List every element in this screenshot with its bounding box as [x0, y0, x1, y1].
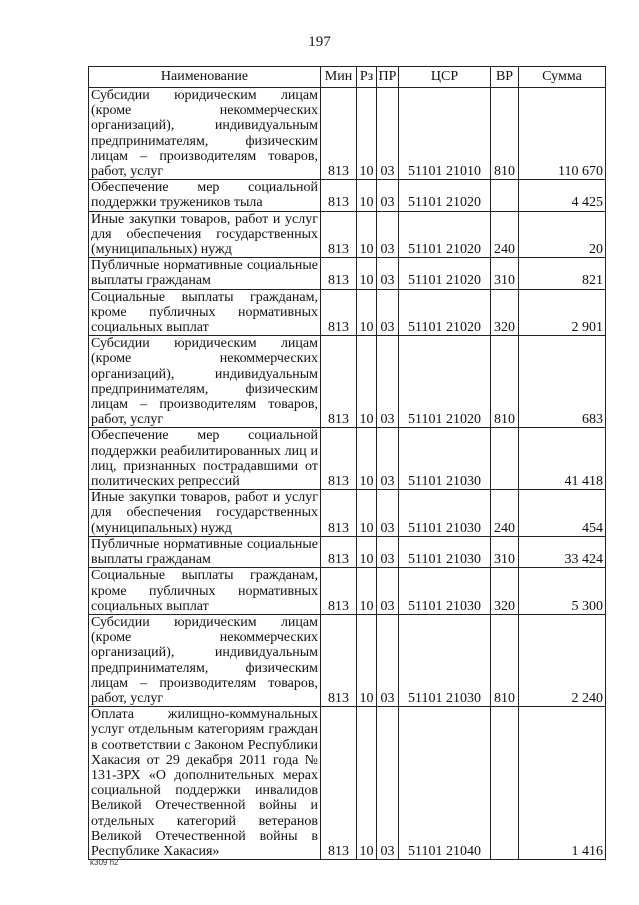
- row-vr: 810: [491, 614, 519, 706]
- row-pr: 03: [377, 258, 399, 289]
- row-vr: 240: [491, 211, 519, 258]
- row-sum: 821: [519, 258, 606, 289]
- row-sum: 110 670: [519, 88, 606, 180]
- table-row: [89, 428, 606, 490]
- row-rz: 10: [357, 180, 377, 211]
- table-row: [89, 536, 606, 567]
- row-csr: 51101 21020: [399, 289, 491, 336]
- row-name: Субсидии юридическим лицам (кроме некоммерческих организаций), индивидуальным предпринимателям, физическим лицам – производителям товаров, работ, услуг: [89, 614, 321, 706]
- row-name: Иные закупки товаров, работ и услуг для обеспечения государственных (муниципальных) нужд: [89, 490, 321, 537]
- row-name: Субсидии юридическим лицам (кроме некоммерческих организаций), индивидуальным предпринимателям, физическим лицам – производителям товаров, работ, услуг: [89, 336, 321, 428]
- row-vr: [491, 707, 519, 860]
- table-row: [89, 707, 606, 860]
- table-row: [89, 88, 606, 180]
- table-row: [89, 258, 606, 289]
- header-sum: Сумма: [519, 67, 606, 88]
- row-csr: 51101 21020: [399, 258, 491, 289]
- row-min: 813: [321, 88, 357, 180]
- row-vr: 310: [491, 536, 519, 567]
- row-sum: 5 300: [519, 568, 606, 615]
- row-name: Публичные нормативные социальные выплаты гражданам: [89, 258, 321, 289]
- table-row: [89, 336, 606, 428]
- row-pr: 03: [377, 428, 399, 490]
- row-name: Обеспечение мер социальной поддержки реабилитированных лиц и лиц, признанных пострадавшими от политических репрессий: [89, 428, 321, 490]
- row-csr: 51101 21040: [399, 707, 491, 860]
- header-vr: ВР: [491, 67, 519, 88]
- row-rz: 10: [357, 490, 377, 537]
- row-name: Социальные выплаты гражданам, кроме публичных нормативных социальных выплат: [89, 568, 321, 615]
- row-pr: 03: [377, 211, 399, 258]
- row-min: 813: [321, 490, 357, 537]
- row-pr: 03: [377, 536, 399, 567]
- row-sum: 683: [519, 336, 606, 428]
- row-pr: 03: [377, 88, 399, 180]
- row-min: 813: [321, 536, 357, 567]
- row-name: Социальные выплаты гражданам, кроме публичных нормативных социальных выплат: [89, 289, 321, 336]
- row-csr: 51101 21030: [399, 428, 491, 490]
- row-name: Обеспечение мер социальной поддержки тружеников тыла: [89, 180, 321, 211]
- row-pr: 03: [377, 614, 399, 706]
- row-rz: 10: [357, 211, 377, 258]
- row-pr: 03: [377, 707, 399, 860]
- row-vr: 320: [491, 289, 519, 336]
- row-min: 813: [321, 568, 357, 615]
- row-pr: 03: [377, 180, 399, 211]
- table-row: [89, 568, 606, 615]
- row-pr: 03: [377, 336, 399, 428]
- row-min: 813: [321, 336, 357, 428]
- row-rz: 10: [357, 336, 377, 428]
- row-sum: 33 424: [519, 536, 606, 567]
- row-pr: 03: [377, 568, 399, 615]
- header-name: Наименование: [89, 67, 321, 88]
- row-csr: 51101 21020: [399, 180, 491, 211]
- row-vr: 810: [491, 88, 519, 180]
- row-csr: 51101 21030: [399, 490, 491, 537]
- footer-code: k309 h2: [90, 858, 119, 867]
- row-sum: 2 240: [519, 614, 606, 706]
- table-row: [89, 490, 606, 537]
- row-sum: 1 416: [519, 707, 606, 860]
- row-csr: 51101 21010: [399, 88, 491, 180]
- row-vr: 320: [491, 568, 519, 615]
- row-rz: 10: [357, 289, 377, 336]
- row-rz: 10: [357, 536, 377, 567]
- row-vr: [491, 428, 519, 490]
- row-min: 813: [321, 289, 357, 336]
- row-sum: 20: [519, 211, 606, 258]
- row-name: Иные закупки товаров, работ и услуг для обеспечения государственных (муниципальных) нужд: [89, 211, 321, 258]
- row-pr: 03: [377, 289, 399, 336]
- budget-table: [88, 66, 606, 860]
- table-row: [89, 614, 606, 706]
- row-rz: 10: [357, 568, 377, 615]
- header-csr: ЦСР: [399, 67, 491, 88]
- row-name: Публичные нормативные социальные выплаты гражданам: [89, 536, 321, 567]
- row-min: 813: [321, 428, 357, 490]
- row-vr: 240: [491, 490, 519, 537]
- row-csr: 51101 21030: [399, 568, 491, 615]
- row-sum: 41 418: [519, 428, 606, 490]
- header-min: Мин: [321, 67, 357, 88]
- row-csr: 51101 21030: [399, 614, 491, 706]
- row-vr: 810: [491, 336, 519, 428]
- row-rz: 10: [357, 258, 377, 289]
- table-header-row: [89, 67, 606, 88]
- page-number: 197: [308, 34, 331, 50]
- row-csr: 51101 21030: [399, 536, 491, 567]
- row-csr: 51101 21020: [399, 336, 491, 428]
- table-row: [89, 289, 606, 336]
- row-sum: 454: [519, 490, 606, 537]
- row-rz: 10: [357, 614, 377, 706]
- header-pr: ПР: [377, 67, 399, 88]
- row-vr: 310: [491, 258, 519, 289]
- header-rz: Рз: [357, 67, 377, 88]
- row-csr: 51101 21020: [399, 211, 491, 258]
- table-row: [89, 211, 606, 258]
- row-min: 813: [321, 707, 357, 860]
- row-pr: 03: [377, 490, 399, 537]
- row-min: 813: [321, 211, 357, 258]
- row-sum: 2 901: [519, 289, 606, 336]
- row-min: 813: [321, 180, 357, 211]
- row-name: Оплата жилищно-коммунальных услуг отдельным категориям граждан в соответствии с Законом Республики Хакасия от 29 декабря 2011 года № 131-ЗРХ «О дополнительных мерах социальной поддержки инвалидов Великой Отечественной войны и отдельных категорий ветеранов Великой Отечественной войны в Республике Хакасия»: [89, 707, 321, 860]
- row-sum: 4 425: [519, 180, 606, 211]
- table-row: [89, 180, 606, 211]
- row-min: 813: [321, 258, 357, 289]
- row-vr: [491, 180, 519, 211]
- row-min: 813: [321, 614, 357, 706]
- row-rz: 10: [357, 707, 377, 860]
- row-name: Субсидии юридическим лицам (кроме некоммерческих организаций), индивидуальным предпринимателям, физическим лицам – производителям товаров, работ, услуг: [89, 88, 321, 180]
- row-rz: 10: [357, 88, 377, 180]
- row-rz: 10: [357, 428, 377, 490]
